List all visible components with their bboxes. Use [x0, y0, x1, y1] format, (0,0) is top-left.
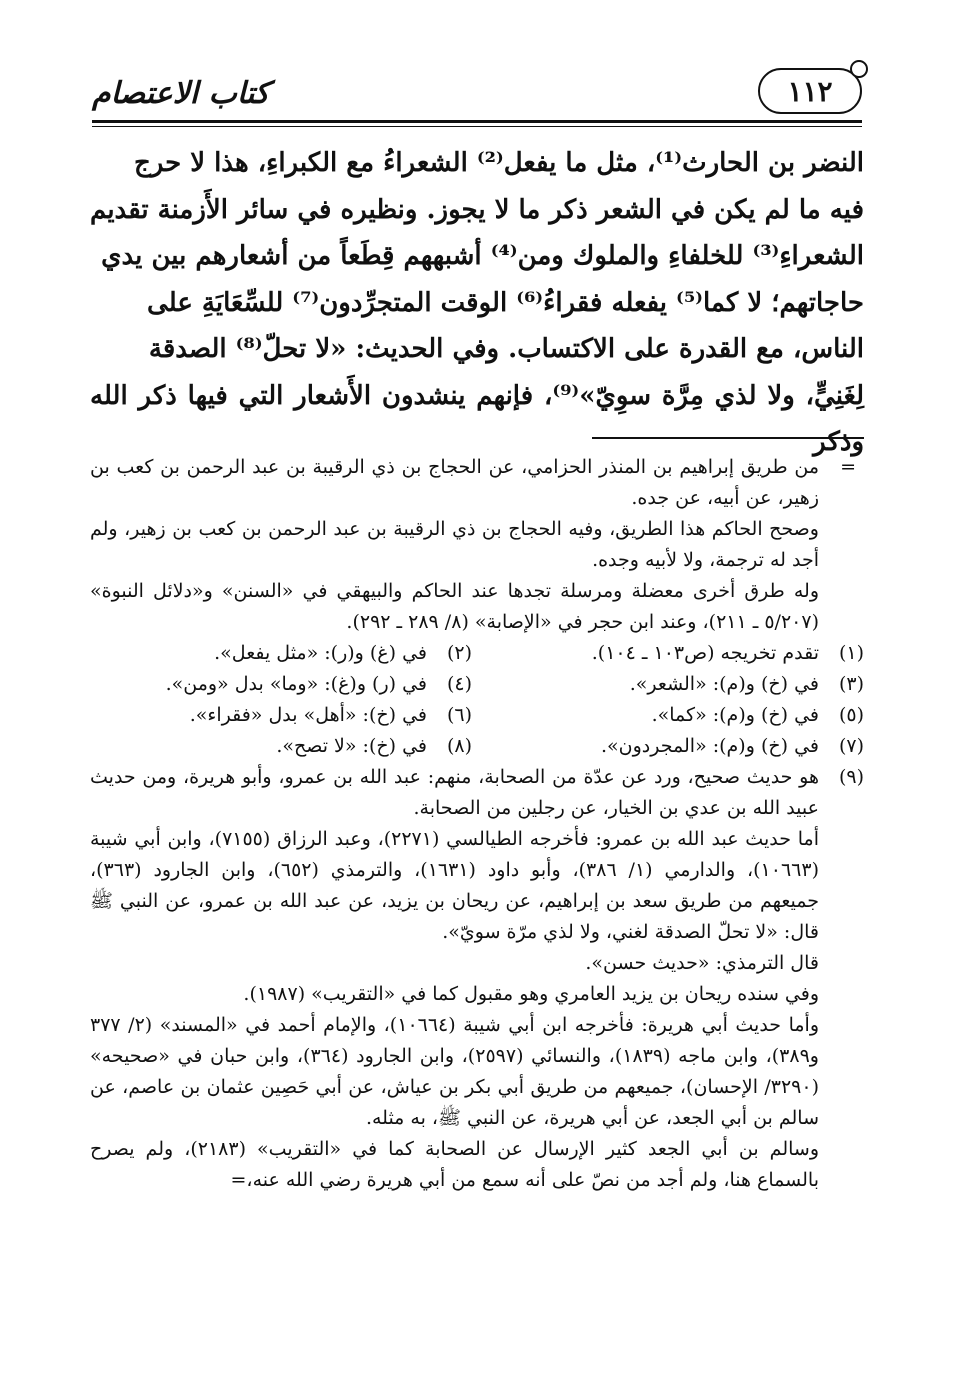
- footnote-number: (٤): [446, 673, 472, 695]
- footnote-number: (٨): [446, 735, 472, 757]
- page-header: [92, 64, 862, 124]
- footnote-9: [90, 762, 864, 1196]
- footnote-paragraph: وله طرق أخرى معضلة ومرسلة تجدها عند الحاكم والبيهقي في «السنن» و«دلائل النبوة» (٥/٢٠٧ ـ ٢١١)، وعند ابن حجر في «الإصابة» (٨/ ٢٨٩ ـ ٢٩٢).: [90, 580, 819, 633]
- footnote-number: (٥): [838, 704, 864, 726]
- footnote-item: [90, 731, 472, 762]
- footnote-paragraph: أما حديث عبد الله بن عمرو: فأخرجه الطيالسي (٢٢٧١)، وعبد الرزاق (٧١٥٥)، وابن أبي شيبة (١٠٦٦٣)، والدارمي (١/ ٣٨٦)، وأبو داود (١٦٣١)، والترمذي (٦٥٢)، وابن الجارود (٣٦٣)، جميعهم من طريق سعد بن إبراهيم، عن ريحان بن يزيد، عن عبد الله بن عمرو، عن النبي ﷺ قال: «لا تحلّ الصدقة لغني، ولا لذي مرّة سويّ».: [90, 828, 819, 943]
- footnote-paragraph: هو حديث صحيح، ورد عن عدّة من الصحابة، منهم: عبد الله بن عمرو، وأبو هريرة، ومن حديث عبيد الله بن عدي بن الخيار، عن رجلين من الصحابة.: [90, 766, 819, 819]
- footnote-text: في (خ) و(م): «كما».: [651, 704, 819, 726]
- footnote-item: [482, 731, 864, 762]
- footnote-item: [90, 669, 472, 700]
- footnote-number: (٦): [446, 704, 472, 726]
- footnote-paragraph: وفي سنده ريحان بن يزيد العامري وهو مقبول كما في «التقريب» (١٩٨٧).: [243, 983, 819, 1005]
- book-title: كتاب الاعتصام: [92, 76, 270, 111]
- footnote-item: [482, 638, 864, 669]
- footnote-item: [90, 700, 472, 731]
- main-line: فيه ما لم يكن في الشعر ذكر ما لا يجوز. ونظيره في سائر الأَزمنة تقديم: [90, 194, 864, 225]
- footnote-item: [482, 669, 864, 700]
- footnote-paragraph: وصحح الحاكم هذا الطريق، وفيه الحجاج بن ذي الرقيبة بن عبد الرحمن بن كعب بن زهير، ولم أجد له ترجمة، ولا لأبيه وجده.: [90, 518, 819, 571]
- footnote-paragraph: قال الترمذي: «حديث حسن».: [585, 952, 819, 974]
- footnotes: [90, 452, 864, 1196]
- page-number: ١١٢: [758, 68, 862, 114]
- footnote-number: (١): [838, 642, 864, 664]
- footnote-text: في (خ) و(م): «المجردون».: [601, 735, 819, 757]
- footnote-separator: [592, 437, 864, 439]
- footnote-text: تقدم تخريجه (ص١٠٣ ـ ١٠٤).: [591, 642, 819, 664]
- footnote-number: (٩): [838, 766, 864, 788]
- footnote-continuation: [90, 452, 864, 638]
- main-line: الشعراءِ⁽³⁾ للخلفاءِ والملوك ومن⁽⁴⁾ أشبههم قِطَعاً من أشعارهم بين يدي: [101, 241, 864, 271]
- header-rule: [92, 120, 862, 123]
- continuation-mark: =: [840, 456, 856, 478]
- footnote-text: في (غ) و(ر): «مثل يفعل».: [214, 642, 427, 664]
- footnote-number: (٧): [838, 735, 864, 757]
- main-text: [90, 140, 864, 466]
- main-line: الناس، مع القدرة على الاكتساب. وفي الحديث: «لا تحلّ⁽⁸⁾ الصدقة: [148, 334, 864, 364]
- footnote-item: [90, 638, 472, 669]
- footnote-number: (٣): [838, 673, 864, 695]
- footnote-text: في (خ): «لا تصح».: [276, 735, 427, 757]
- footnote-text: في (خ): «أهل» بدل «فقراء».: [189, 704, 427, 726]
- footnote-paragraph: وأما حديث أبي هريرة: فأخرجه ابن أبي شيبة (١٠٦٦٤)، والإمام أحمد في «المسند» (٢/ ٣٧٧ و٣٨٩)، وابن ماجه (١٨٣٩)، والنسائي (٢٥٩٧)، وابن الجارود (٣٦٤)، وابن حبان في «صحيحه» (٣٢٩٠/ الإحسان)، جميعهم من طريق أبي بكر بن عياش، عن أبي حَصِين عثمان بن عاصم، عن سالم بن أبي الجعد، عن أبي هريرة، عن النبي ﷺ، به مثله.: [90, 1014, 819, 1129]
- main-line: لِغَنِيٍّ، ولا لذي مِرَّة سوِيّ»⁽⁹⁾، فإنهم ينشدون الأَشعار التي فيها ذكر الله وذكر: [90, 380, 865, 457]
- footnote-paragraph: من طريق إبراهيم بن المنذر الحزامي، عن الحجاج بن ذي الرقيبة بن عبد الرحمن بن كعب بن زهير، عن أبيه، عن جده.: [90, 456, 819, 509]
- short-footnotes: [90, 638, 864, 762]
- footnote-text: في (ر) و(غ): «وما» بدل «ومن».: [165, 673, 427, 695]
- footnote-number: (٢): [446, 642, 472, 664]
- footnote-paragraph: وسالم بن أبي الجعد كثير الإرسال عن الصحابة كما في «التقريب» (٢١٨٣)، ولم يصرح بالسماع هنا، ولم أجد من نصّ على أنه سمع من أبي هريرة رضي الله عنه،=: [90, 1138, 819, 1191]
- footnote-item: [482, 700, 864, 731]
- main-line: النضر بن الحارث⁽¹⁾، مثل ما يفعل⁽²⁾ الشعراءُ مع الكبراءِ، هذا لا حرج: [133, 148, 864, 178]
- main-line: حاجاتهم؛ لا كما⁽⁵⁾ يفعله فقراءُ⁽⁶⁾ الوقت المتجرِّدون⁽⁷⁾ للسِّعَايَةِ على: [147, 287, 864, 318]
- footnote-text: في (خ) و(م): «الشعر».: [629, 673, 819, 695]
